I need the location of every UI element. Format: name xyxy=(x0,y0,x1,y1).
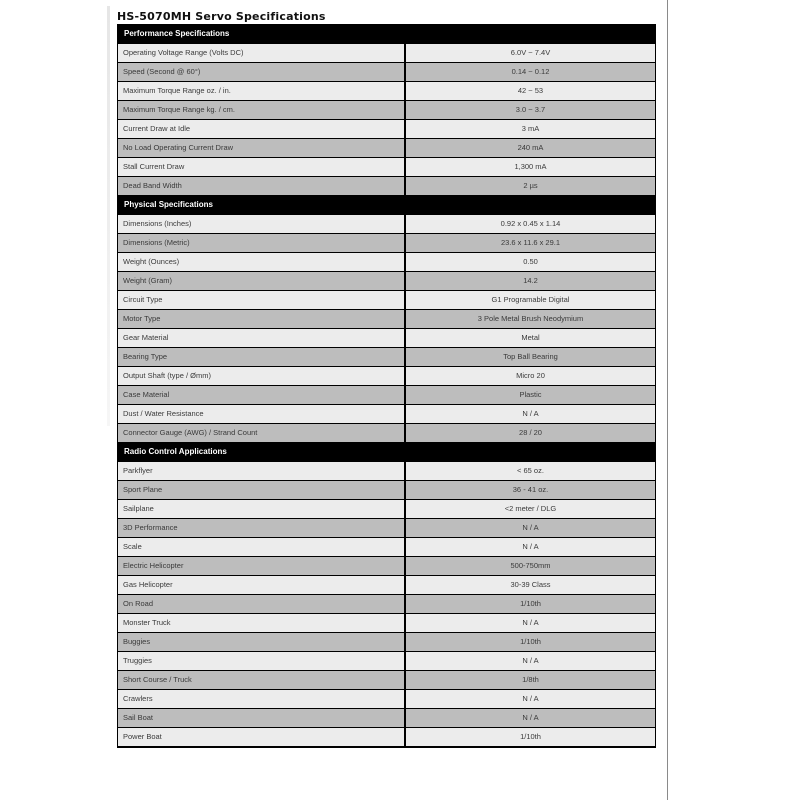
spec-value: 23.6 x 11.6 x 29.1 xyxy=(406,234,655,252)
spec-value: 14.2 xyxy=(406,272,655,290)
table-row xyxy=(118,633,655,651)
spec-label: Gear Material xyxy=(118,329,404,347)
spec-value: Top Ball Bearing xyxy=(406,348,655,366)
table-row xyxy=(118,481,655,499)
spec-label: Motor Type xyxy=(118,310,404,328)
spec-value: Plastic xyxy=(406,386,655,404)
spec-value: N / A xyxy=(406,519,655,537)
spec-label: Dust / Water Resistance xyxy=(118,405,404,423)
spec-value: N / A xyxy=(406,405,655,423)
spec-label: Weight (Gram) xyxy=(118,272,404,290)
spec-label: Gas Helicopter xyxy=(118,576,404,594)
spec-label: Power Boat xyxy=(118,728,404,746)
spec-value: 1,300 mA xyxy=(406,158,655,176)
table-row xyxy=(118,177,655,195)
spec-label: Scale xyxy=(118,538,404,556)
spec-label: Operating Voltage Range (Volts DC) xyxy=(118,44,404,62)
spec-value: 36 - 41 oz. xyxy=(406,481,655,499)
spec-label: Weight (Ounces) xyxy=(118,253,404,271)
spec-value: G1 Programable Digital xyxy=(406,291,655,309)
spec-label: Truggies xyxy=(118,652,404,670)
spec-label: 3D Performance xyxy=(118,519,404,537)
table-row xyxy=(118,519,655,537)
spec-value: 0.14 ~ 0.12 xyxy=(406,63,655,81)
spec-value: <2 meter / DLG xyxy=(406,500,655,518)
page-divider xyxy=(667,0,668,800)
spec-label: Sail Boat xyxy=(118,709,404,727)
spec-value: 3 Pole Metal Brush Neodymium xyxy=(406,310,655,328)
spec-label: Dimensions (Inches) xyxy=(118,215,404,233)
spec-label: Case Material xyxy=(118,386,404,404)
table-row xyxy=(118,158,655,176)
spec-value: 240 mA xyxy=(406,139,655,157)
table-row xyxy=(118,709,655,727)
table-row xyxy=(118,44,655,62)
table-row xyxy=(118,728,655,746)
table-row xyxy=(118,272,655,290)
page-title: HS-5070MH Servo Specifications xyxy=(117,10,326,23)
spec-value: N / A xyxy=(406,652,655,670)
table-row xyxy=(118,595,655,613)
spec-label: Bearing Type xyxy=(118,348,404,366)
spec-label: Parkflyer xyxy=(118,462,404,480)
table-row xyxy=(118,63,655,81)
spec-value: 500-750mm xyxy=(406,557,655,575)
spec-label: Buggies xyxy=(118,633,404,651)
spec-table xyxy=(117,24,656,748)
table-row xyxy=(118,576,655,594)
table-row xyxy=(118,253,655,271)
spec-label: Short Course / Truck xyxy=(118,671,404,689)
table-row xyxy=(118,310,655,328)
section-header: Performance Specifications xyxy=(118,25,655,43)
table-row xyxy=(118,101,655,119)
spec-label: No Load Operating Current Draw xyxy=(118,139,404,157)
table-row xyxy=(118,386,655,404)
spec-label: Stall Current Draw xyxy=(118,158,404,176)
table-row xyxy=(118,234,655,252)
table-row xyxy=(118,348,655,366)
spec-value: 0.50 xyxy=(406,253,655,271)
table-row xyxy=(118,215,655,233)
spec-label: Output Shaft (type / Ømm) xyxy=(118,367,404,385)
spec-label: Circuit Type xyxy=(118,291,404,309)
spec-value: N / A xyxy=(406,690,655,708)
table-row xyxy=(118,329,655,347)
section-header: Physical Specifications xyxy=(118,196,655,214)
table-row xyxy=(118,82,655,100)
spec-label: Sport Plane xyxy=(118,481,404,499)
page-edge-shadow xyxy=(107,6,110,426)
table-row xyxy=(118,690,655,708)
spec-value: 1/10th xyxy=(406,728,655,746)
spec-label: Maximum Torque Range oz. / in. xyxy=(118,82,404,100)
table-row xyxy=(118,424,655,442)
table-row xyxy=(118,291,655,309)
table-row xyxy=(118,538,655,556)
spec-value: 2 µs xyxy=(406,177,655,195)
spec-label: Connector Gauge (AWG) / Strand Count xyxy=(118,424,404,442)
spec-value: 1/8th xyxy=(406,671,655,689)
spec-label: Speed (Second @ 60°) xyxy=(118,63,404,81)
table-row xyxy=(118,614,655,632)
spec-value: 42 ~ 53 xyxy=(406,82,655,100)
table-row xyxy=(118,671,655,689)
spec-value: 1/10th xyxy=(406,633,655,651)
spec-value: 0.92 x 0.45 x 1.14 xyxy=(406,215,655,233)
spec-value: 30-39 Class xyxy=(406,576,655,594)
spec-label: Dimensions (Metric) xyxy=(118,234,404,252)
spec-value: Micro 20 xyxy=(406,367,655,385)
table-row xyxy=(118,367,655,385)
spec-value: N / A xyxy=(406,709,655,727)
table-row xyxy=(118,652,655,670)
table-row xyxy=(118,500,655,518)
spec-label: Dead Band Width xyxy=(118,177,404,195)
spec-label: Current Draw at Idle xyxy=(118,120,404,138)
table-row xyxy=(118,120,655,138)
spec-label: Electric Helicopter xyxy=(118,557,404,575)
spec-value: 6.0V ~ 7.4V xyxy=(406,44,655,62)
table-row xyxy=(118,139,655,157)
spec-label: On Road xyxy=(118,595,404,613)
spec-value: N / A xyxy=(406,538,655,556)
spec-value: < 65 oz. xyxy=(406,462,655,480)
spec-label: Crawlers xyxy=(118,690,404,708)
spec-value: 1/10th xyxy=(406,595,655,613)
spec-label: Sailplane xyxy=(118,500,404,518)
spec-label: Maximum Torque Range kg. / cm. xyxy=(118,101,404,119)
table-row xyxy=(118,462,655,480)
table-row xyxy=(118,557,655,575)
table-row xyxy=(118,405,655,423)
section-header: Radio Control Applications xyxy=(118,443,655,461)
spec-label: Monster Truck xyxy=(118,614,404,632)
spec-value: N / A xyxy=(406,614,655,632)
spec-value: Metal xyxy=(406,329,655,347)
spec-value: 28 / 20 xyxy=(406,424,655,442)
spec-value: 3.0 ~ 3.7 xyxy=(406,101,655,119)
spec-value: 3 mA xyxy=(406,120,655,138)
